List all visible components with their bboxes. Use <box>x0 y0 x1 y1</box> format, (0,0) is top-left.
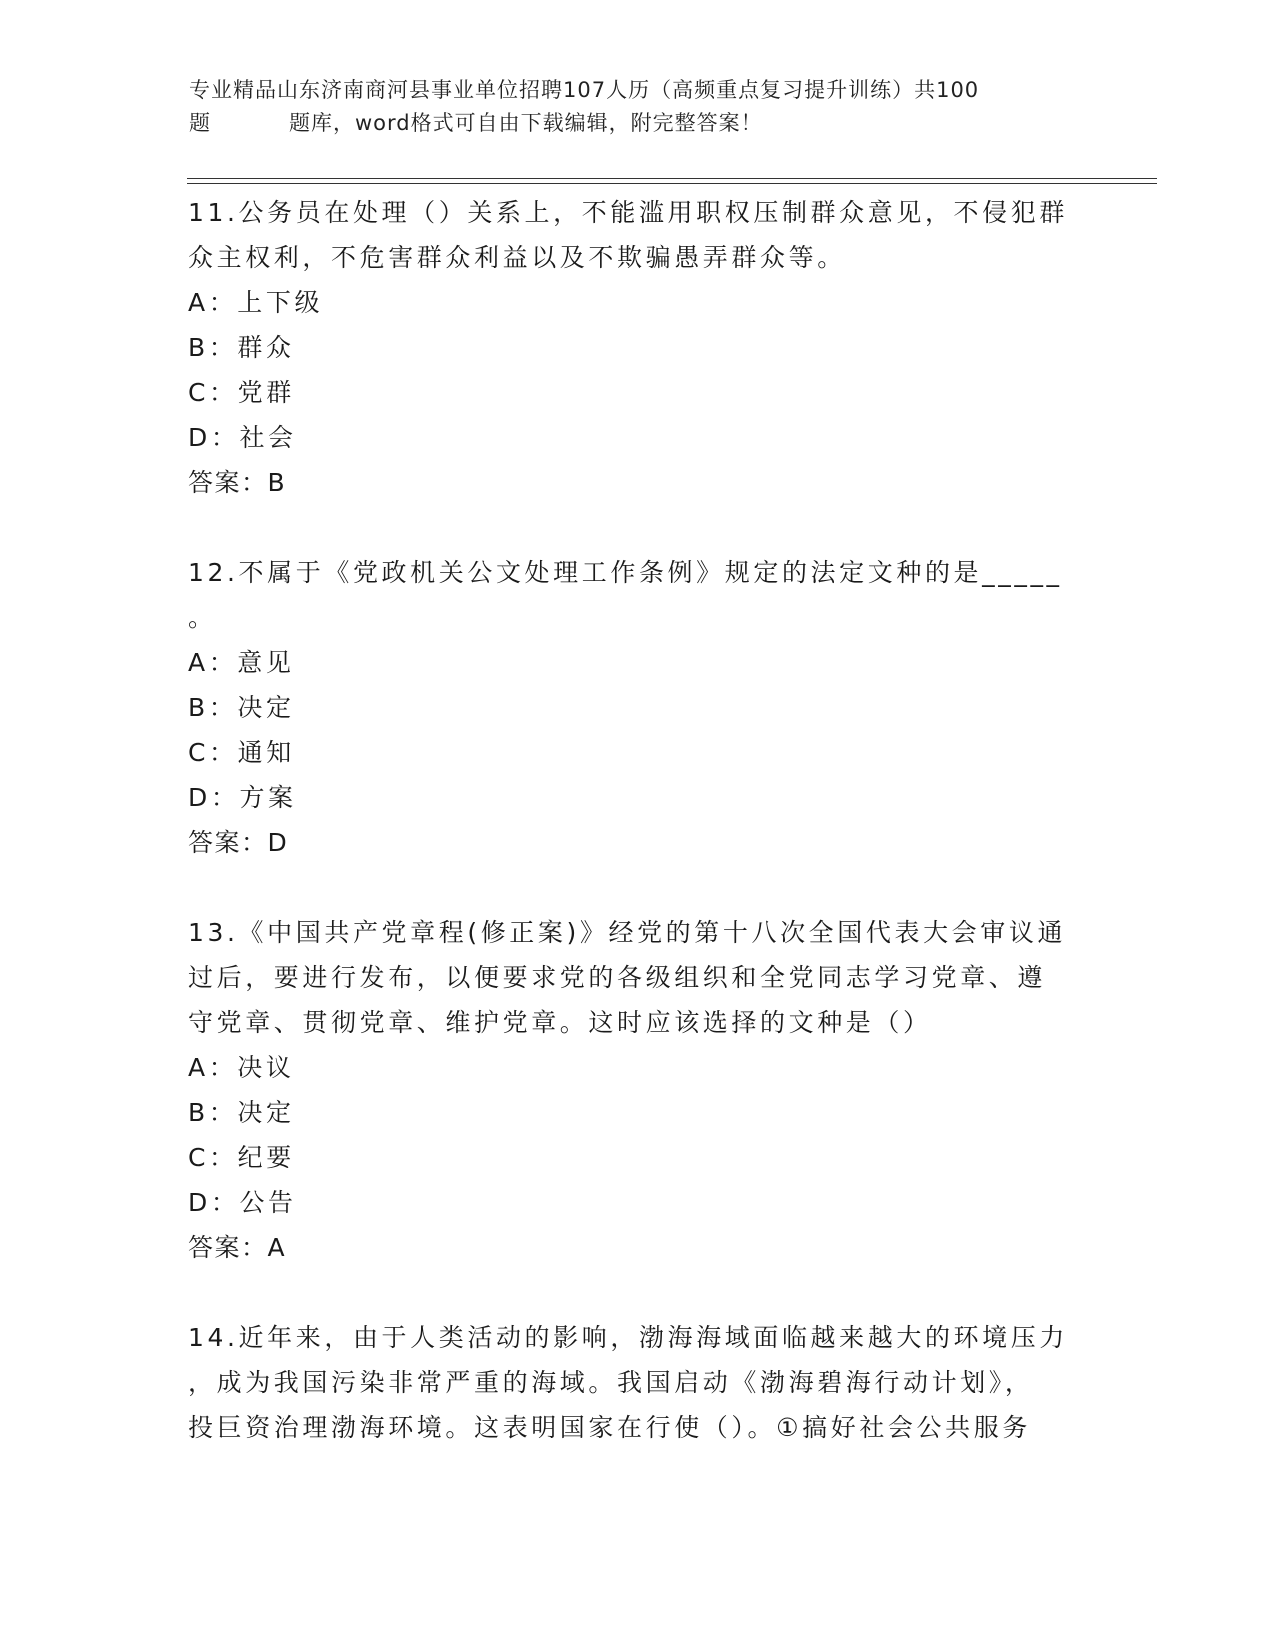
question-spacer <box>188 865 1088 910</box>
header-line-2 <box>189 107 1089 140</box>
question-14 <box>188 1315 1088 1450</box>
question-stem-line: 13.《中国共产党章程(修正案)》经党的第十八次全国代表大会审议通 <box>188 918 1067 947</box>
header-line-1: 专业精品山东济南商河县事业单位招聘107人历（高频重点复习提升训练）共100 <box>189 78 980 102</box>
document-header <box>189 74 1089 140</box>
question-spacer <box>188 505 1088 550</box>
option-c: C：纪要 <box>188 1143 295 1172</box>
question-stem-line: 投巨资治理渤海环境。这表明国家在行使（）。①搞好社会公共服务 <box>188 1413 1031 1442</box>
option-c: C：通知 <box>188 738 295 767</box>
header-divider-top <box>187 178 1157 179</box>
option-a: A：决议 <box>188 1053 295 1082</box>
question-stem-line: 众主权利，不危害群众利益以及不欺骗愚弄群众等。 <box>188 243 846 272</box>
option-d: D：公告 <box>188 1188 297 1217</box>
header-line-2-lead: 题 <box>189 111 211 135</box>
option-d: D：方案 <box>188 783 297 812</box>
question-stem-line: 守党章、贯彻党章、维护党章。这时应该选择的文种是（） <box>188 1008 932 1037</box>
question-11 <box>188 190 1088 505</box>
option-b: B：决定 <box>188 693 295 722</box>
option-a: A：意见 <box>188 648 295 677</box>
question-13 <box>188 910 1088 1270</box>
option-a: A：上下级 <box>188 288 324 317</box>
question-stem-line: 11.公务员在处理（）关系上，不能滥用职权压制群众意见，不侵犯群 <box>188 198 1068 227</box>
question-stem-line: 14.近年来，由于人类活动的影响，渤海海域面临越来越大的环境压力 <box>188 1323 1068 1352</box>
option-b: B：决定 <box>188 1098 295 1127</box>
answer-text: 答案：D <box>188 828 289 857</box>
question-stem-line: 12.不属于《党政机关公文处理工作条例》规定的法定文种的是_____ <box>188 558 1063 587</box>
question-list <box>188 190 1088 1450</box>
option-c: C：党群 <box>188 378 295 407</box>
question-stem-line: ，成为我国污染非常严重的海域。我国启动《渤海碧海行动计划》， <box>188 1368 1034 1397</box>
header-line-2-rest: 题库，word格式可自由下载编辑，附完整答案！ <box>289 111 763 135</box>
question-stem-line: 。 <box>188 603 217 632</box>
answer-text: 答案：A <box>188 1233 287 1262</box>
header-divider-bottom <box>187 183 1157 184</box>
question-12 <box>188 550 1088 865</box>
question-spacer <box>188 1270 1088 1315</box>
option-d: D：社会 <box>188 423 297 452</box>
option-b: B：群众 <box>188 333 295 362</box>
question-stem-line: 过后，要进行发布，以便要求党的各级组织和全党同志学习党章、遵 <box>188 963 1047 992</box>
answer-text: 答案：B <box>188 468 287 497</box>
